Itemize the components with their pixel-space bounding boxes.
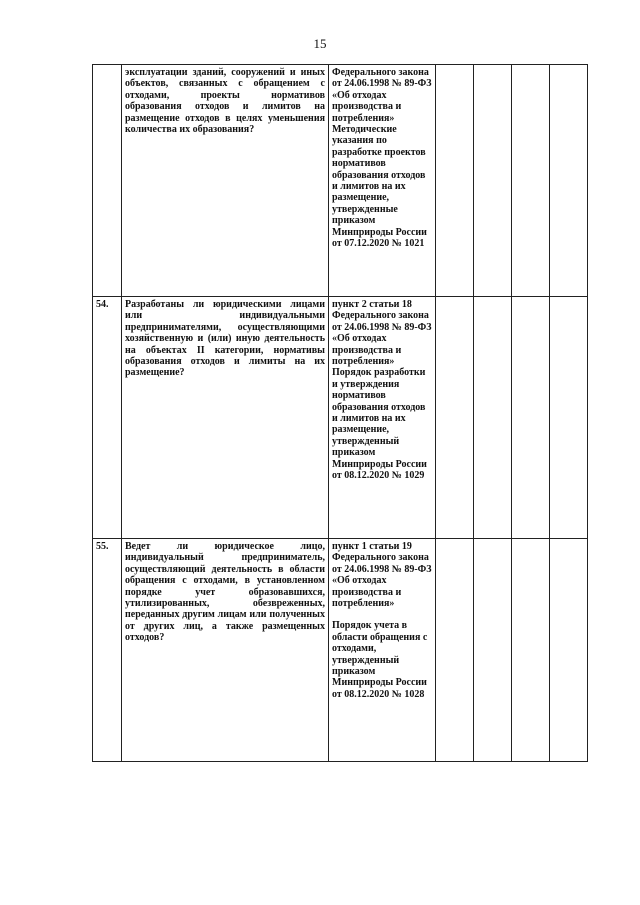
answer-cell-no[interactable]: [474, 65, 512, 297]
page-number: 15: [313, 36, 327, 51]
legal-basis-text: Порядок учета в области обращения с отходами, утвержденный приказом Минприроды России от 08.12.2020 № 1028: [332, 620, 428, 700]
table-row: [93, 297, 588, 539]
question-cell: эксплуатации зданий, сооружений и иных объектов, связанных с обращением с отходами, проекты нормативов образования отходов и лимитов на размещение отходов в целях уменьшения количества их образования?: [122, 65, 329, 297]
notes-cell[interactable]: [550, 539, 588, 762]
legal-basis-text: пункт 1 статьи 19 Федерального закона от 24.06.1998 № 89-ФЗ «Об отходах производства и потребления»: [332, 541, 432, 610]
legal-basis-cell: [329, 297, 436, 539]
question-cell: Ведет ли юридическое лицо, индивидуальный предприниматель, осуществляющий деятельность в области обращения с отходами, в установленном порядке учет образовавшихся, утилизированных, обезвреженных, переданных другим лицам или полученных от других лиц, а также размещенных отходов?: [122, 539, 329, 762]
answer-cell-yes[interactable]: [436, 297, 474, 539]
table-row: [93, 539, 588, 762]
row-number: 54.: [93, 297, 122, 539]
answer-cell-na[interactable]: [512, 539, 550, 762]
notes-cell[interactable]: [550, 65, 588, 297]
legal-basis-text: Методические указания по разработке проектов нормативов образования отходов и лимитов на их размещение, утвержденные приказом Минприроды России от 07.12.2020 № 1021: [332, 124, 427, 250]
legal-basis-text: Порядок разработки и утверждения нормативов образования отходов и лимитов на их размещение, утвержденный приказом Минприроды России от 08.12.2020 № 1029: [332, 367, 427, 482]
spacer: [332, 609, 432, 620]
legal-basis-cell: [329, 65, 436, 297]
question-cell: Разработаны ли юридическими лицами или индивидуальными предпринимателями, осуществляющими хозяйственную и (или) иную деятельность на объектах II категории, нормативы образования отходов и лимиты на их размещение?: [122, 297, 329, 539]
answer-cell-na[interactable]: [512, 297, 550, 539]
answer-cell-no[interactable]: [474, 297, 512, 539]
row-number: [93, 65, 122, 297]
table-row: [93, 65, 588, 297]
legal-basis-text: Федерального закона от 24.06.1998 № 89-ФЗ «Об отходах производства и потребления»: [332, 67, 432, 124]
answer-cell-yes[interactable]: [436, 65, 474, 297]
legal-basis-text: пункт 2 статьи 18 Федерального закона от 24.06.1998 № 89-ФЗ «Об отходах производства и потребления»: [332, 299, 432, 368]
row-number: 55.: [93, 539, 122, 762]
legal-basis-cell: [329, 539, 436, 762]
checklist-table: [92, 64, 588, 762]
answer-cell-no[interactable]: [474, 539, 512, 762]
notes-cell[interactable]: [550, 297, 588, 539]
answer-cell-na[interactable]: [512, 65, 550, 297]
answer-cell-yes[interactable]: [436, 539, 474, 762]
